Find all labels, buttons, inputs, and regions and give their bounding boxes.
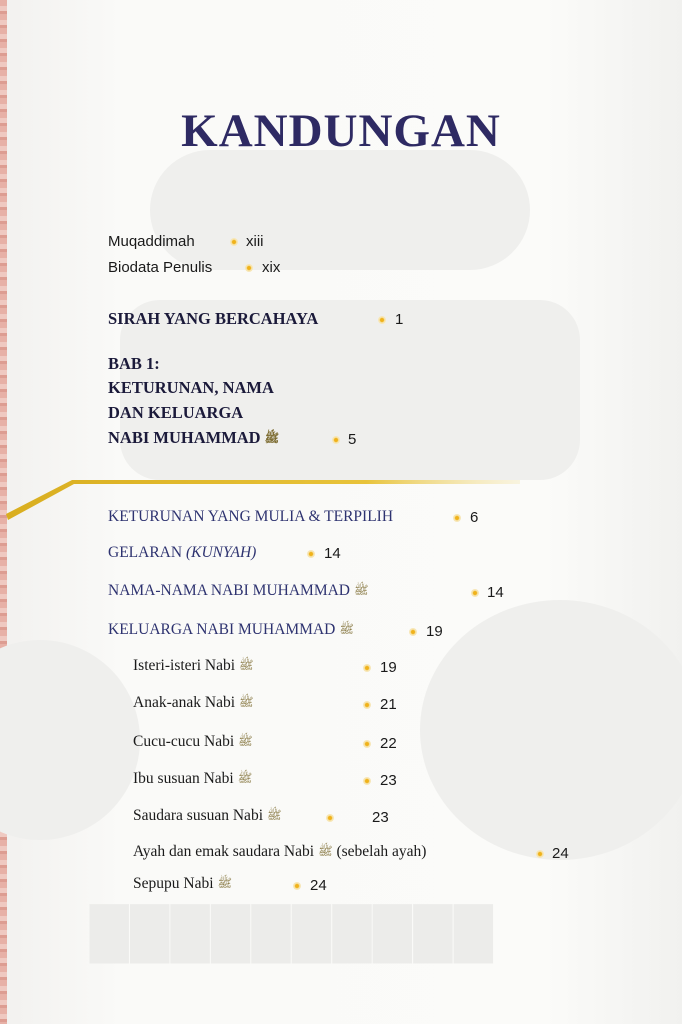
toc-page-number: 19 (426, 623, 443, 640)
bullet-dot-icon (332, 436, 340, 444)
page-title: KANDUNGAN (181, 105, 501, 157)
toc-page-number: 19 (380, 659, 397, 676)
toc-entry-label: Anak-anak Nabi (133, 694, 235, 711)
toc-entry-keluarga[interactable] (108, 621, 354, 639)
toc-page-number: 23 (372, 809, 389, 826)
toc-page-number: 21 (380, 696, 397, 713)
toc-entry-ibu-susuan[interactable] (133, 770, 252, 788)
salawat-icon: ﷺ (267, 807, 282, 822)
toc-page-number: 22 (380, 735, 397, 752)
toc-page-number: 1 (395, 311, 404, 328)
salawat-icon: ﷺ (217, 875, 233, 890)
toc-page-number: xiii (246, 233, 264, 250)
bullet-dot-icon (363, 701, 371, 709)
toc-page-number: xix (262, 259, 281, 276)
toc-entry-ayah-emak-saudara[interactable] (133, 843, 426, 861)
toc-entry-label: NAMA-NAMA NABI MUHAMMAD (108, 582, 350, 599)
salawat-icon: ﷺ (238, 733, 253, 748)
bullet-dot-icon (409, 628, 417, 636)
bullet-dot-icon (326, 814, 334, 822)
toc-page-number: 24 (310, 877, 327, 894)
bullet-dot-icon (293, 882, 301, 890)
bullet-dot-icon (378, 316, 386, 324)
watermark-shape (420, 600, 682, 860)
bullet-dot-icon (363, 740, 371, 748)
toc-entry-biodata[interactable] (108, 259, 212, 276)
toc-page-number: 6 (470, 509, 479, 526)
toc-entry-label: SIRAH YANG BERCAHAYA (108, 309, 319, 328)
toc-entry-chapter-1[interactable] (108, 428, 279, 448)
salawat-icon: ﷺ (239, 657, 254, 672)
bullet-dot-icon (536, 850, 544, 858)
toc-page-number: 23 (380, 772, 397, 789)
toc-entry-label: KELUARGA NABI MUHAMMAD (108, 621, 336, 638)
toc-entry-label: Biodata Penulis (108, 259, 213, 276)
toc-entry-label: Ayah dan emak saudara Nabi (133, 843, 315, 860)
salawat-icon: ﷺ (318, 843, 333, 858)
toc-entry-sepupu[interactable] (133, 875, 232, 893)
toc-page-number: 14 (324, 545, 341, 562)
toc-entry-gelaran[interactable] (108, 544, 256, 562)
salawat-icon: ﷺ (239, 694, 254, 709)
toc-entry-label: Sepupu Nabi (133, 875, 214, 892)
toc-entry-label: Saudara susuan Nabi (133, 807, 263, 824)
toc-entry-label: NABI MUHAMMAD (108, 428, 261, 447)
toc-page-number: 14 (487, 584, 504, 601)
toc-entry-anak[interactable] (133, 694, 254, 712)
watermark-shape (0, 640, 140, 840)
toc-entry-saudara-susuan[interactable] (133, 807, 282, 825)
salawat-icon: ﷺ (353, 582, 369, 597)
chapter-heading-line: DAN KELUARGA (108, 403, 244, 422)
toc-entry-muqaddimah[interactable] (108, 233, 195, 250)
chapter-heading-line: KETURUNAN, NAMA (108, 378, 274, 397)
toc-page-number: 24 (552, 845, 569, 862)
toc-entry-keturunan[interactable] (108, 508, 393, 526)
bullet-dot-icon (245, 264, 253, 272)
toc-entry-cucu[interactable] (133, 733, 253, 751)
toc-entry-label: Muqaddimah (108, 233, 195, 250)
salawat-icon: ﷺ (264, 430, 280, 445)
toc-entry-isteri[interactable] (133, 657, 254, 675)
toc-entry-nama-nama[interactable] (108, 582, 368, 600)
toc-entry-label: KETURUNAN YANG MULIA & TERPILIH (108, 508, 394, 525)
toc-entry-label: Cucu-cucu Nabi (133, 733, 235, 750)
bullet-dot-icon (363, 777, 371, 785)
bullet-dot-icon (230, 238, 238, 246)
toc-page-number: 5 (348, 431, 357, 448)
toc-entry-sirah[interactable] (108, 309, 318, 329)
toc-entry-label: GELARAN (108, 544, 186, 561)
bullet-dot-icon (363, 664, 371, 672)
toc-entry-label-italic: (KUNYAH) (185, 544, 257, 561)
chapter-heading-line: BAB 1: (108, 354, 160, 373)
bullet-dot-icon (453, 514, 461, 522)
toc-entry-label: Isteri-isteri Nabi (133, 657, 236, 674)
salawat-icon: ﷺ (237, 770, 253, 785)
bullet-dot-icon (471, 589, 479, 597)
toc-entry-suffix: (sebelah ayah) (336, 843, 427, 860)
toc-entry-label: Ibu susuan Nabi (133, 770, 234, 787)
watermark-graphic: ██████████ (90, 905, 495, 963)
watermark-shape (150, 150, 530, 270)
bullet-dot-icon (307, 550, 315, 558)
salawat-icon: ﷺ (339, 621, 354, 636)
